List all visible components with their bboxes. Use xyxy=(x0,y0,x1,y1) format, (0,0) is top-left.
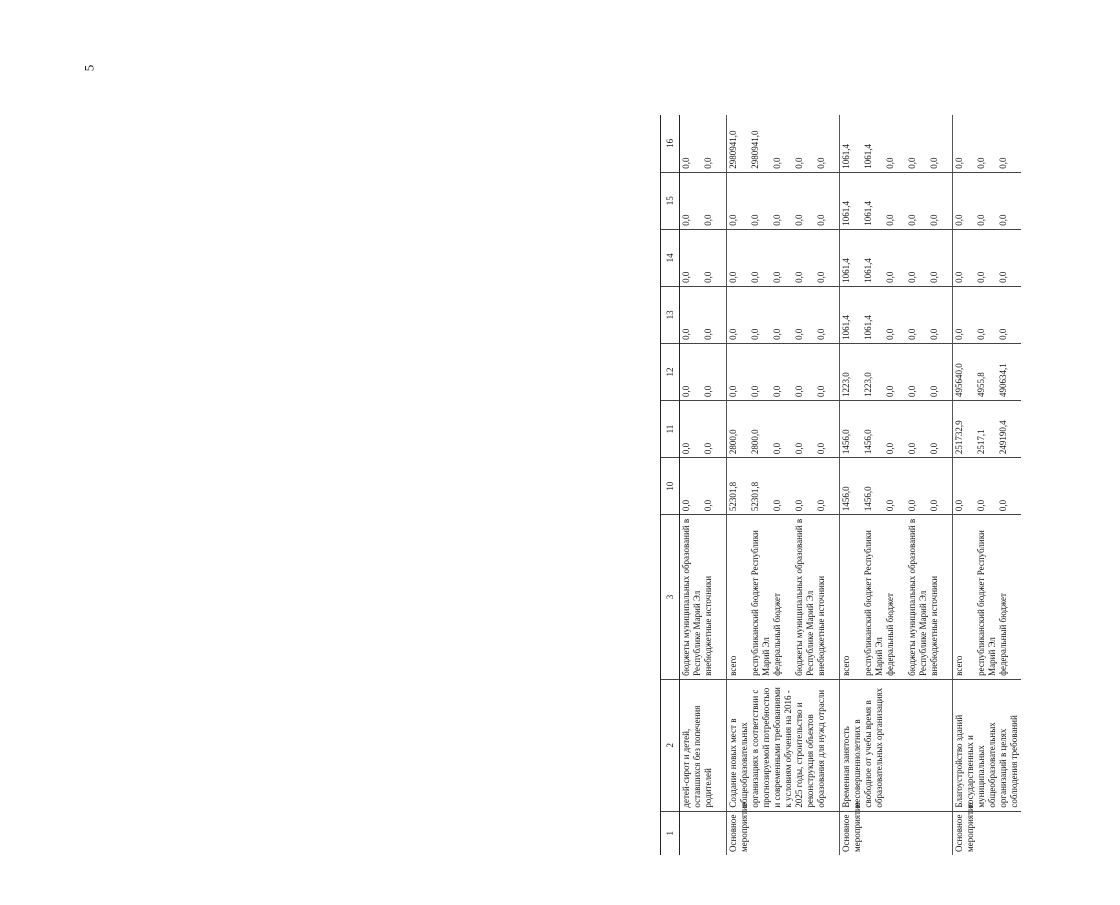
amount-value: 0,0 xyxy=(907,442,917,455)
year-value-cell xyxy=(840,343,953,400)
year-value-cell xyxy=(727,458,840,515)
year-value-cell xyxy=(680,286,727,343)
year-value-cell xyxy=(680,172,727,229)
year-value-cell xyxy=(840,229,953,286)
amount-value: 0,0 xyxy=(794,442,804,455)
amount-value: 0,0 xyxy=(885,499,895,512)
amount-value: 0,0 xyxy=(794,214,804,226)
amount-value: 0,0 xyxy=(907,214,917,226)
amount-value: 2980941,0 xyxy=(728,130,738,169)
amount-value: 0,0 xyxy=(998,499,1008,512)
amount-value: 2517,1 xyxy=(976,429,986,455)
year-value-cell xyxy=(727,401,840,458)
col-header: 11 xyxy=(661,401,680,458)
amount-value: 0,0 xyxy=(681,271,691,283)
amount-value: 0,0 xyxy=(885,214,895,226)
funding-source: бюджеты муниципальных образований в Республике Марий Эл xyxy=(794,518,815,676)
activity-type-cell: Основное мероприятие xyxy=(953,811,1022,855)
amount-value: 0,0 xyxy=(976,157,986,169)
year-value-cell xyxy=(727,286,840,343)
amount-value: 0,0 xyxy=(954,271,964,283)
amount-value: 0,0 xyxy=(976,271,986,283)
col-header: 15 xyxy=(661,172,680,229)
col-header: 2 xyxy=(661,679,680,811)
amount-value: 0,0 xyxy=(954,157,964,169)
amount-value: 0,0 xyxy=(976,328,986,340)
year-value-cell xyxy=(840,172,953,229)
year-value-cell xyxy=(680,115,727,172)
year-value-cell xyxy=(840,401,953,458)
amount-value: 0,0 xyxy=(681,385,691,397)
funding-sources-cell xyxy=(727,515,840,680)
amount-value: 0,0 xyxy=(976,499,986,512)
amount-value: 0,0 xyxy=(703,385,713,397)
funding-source: республиканский бюджет Республики Марий Эл xyxy=(750,530,771,676)
amount-value: 0,0 xyxy=(681,442,691,455)
activity-name-cell: Благоустройство зданий государственных и муниципальных общеобразовательных организаций в целях соблюдения требований xyxy=(953,679,1022,811)
amount-value: 1223,0 xyxy=(863,372,873,397)
year-value-cell xyxy=(680,401,727,458)
year-value-cell xyxy=(953,458,1022,515)
amount-value: 0,0 xyxy=(885,442,895,455)
funding-sources-cell xyxy=(953,515,1022,680)
col-header: 13 xyxy=(661,286,680,343)
amount-value: 0,0 xyxy=(750,214,760,226)
amount-value: 0,0 xyxy=(885,328,895,340)
amount-value: 1223,0 xyxy=(841,372,851,397)
amount-value: 0,0 xyxy=(885,385,895,397)
amount-value: 0,0 xyxy=(885,271,895,283)
funding-source: бюджеты муниципальных образований в Республике Марий Эл xyxy=(681,518,702,676)
amount-value: 2980941,0 xyxy=(750,130,760,169)
amount-value: 0,0 xyxy=(772,499,782,512)
table-row xyxy=(840,115,953,855)
amount-value: 0,0 xyxy=(816,385,826,397)
amount-value: 0,0 xyxy=(907,271,917,283)
amount-value: 0,0 xyxy=(703,214,713,226)
amount-value: 1456,0 xyxy=(841,486,851,512)
year-value-cell xyxy=(953,286,1022,343)
amount-value: 0,0 xyxy=(929,385,939,397)
amount-value: 0,0 xyxy=(907,157,917,169)
amount-value: 0,0 xyxy=(954,328,964,340)
amount-value: 1456,0 xyxy=(841,429,851,455)
amount-value: 0,0 xyxy=(907,499,917,512)
year-value-cell xyxy=(727,172,840,229)
amount-value: 0,0 xyxy=(998,214,1008,226)
col-header: 10 xyxy=(661,458,680,515)
program-funding-table xyxy=(660,115,1021,855)
page-number: 5 xyxy=(81,64,97,72)
amount-value: 0,0 xyxy=(794,499,804,512)
amount-value: 0,0 xyxy=(816,499,826,512)
amount-value: 0,0 xyxy=(772,214,782,226)
amount-value: 0,0 xyxy=(703,442,713,455)
amount-value: 0,0 xyxy=(681,499,691,512)
amount-value: 0,0 xyxy=(703,328,713,340)
header-row xyxy=(661,115,680,855)
table-row xyxy=(680,115,727,855)
activity-type-cell: Основное мероприятие xyxy=(840,811,953,855)
amount-value: 0,0 xyxy=(816,157,826,169)
amount-value: 0,0 xyxy=(728,385,738,397)
rotated-page xyxy=(560,105,1120,905)
amount-value: 0,0 xyxy=(929,271,939,283)
activity-name-cell: детей-сирот и детей, оставшихся без попечения родителей xyxy=(680,679,727,811)
amount-value: 2800,0 xyxy=(750,429,760,455)
amount-value: 1456,0 xyxy=(863,486,873,512)
funding-sources-cell xyxy=(680,515,727,680)
funding-source: федеральный бюджет xyxy=(998,593,1008,676)
funding-source: всего xyxy=(841,655,851,676)
amount-value: 0,0 xyxy=(728,328,738,340)
activity-name-cell: Создание новых мест в общеобразовательных организациях в соответствии с прогнозируемой потребностью и современными требованиями к условиям обучения на 2016 - 2025 годы, строительство и реконструкция объектов образования для нужд отрасли xyxy=(727,679,840,811)
amount-value: 52301,8 xyxy=(750,481,760,512)
amount-value: 0,0 xyxy=(794,271,804,283)
amount-value: 0,0 xyxy=(976,214,986,226)
amount-value: 0,0 xyxy=(772,385,782,397)
amount-value: 0,0 xyxy=(750,328,760,340)
year-value-cell xyxy=(953,115,1022,172)
amount-value: 0,0 xyxy=(728,271,738,283)
amount-value: 0,0 xyxy=(998,271,1008,283)
year-value-cell xyxy=(840,115,953,172)
col-header: 3 xyxy=(661,515,680,680)
amount-value: 0,0 xyxy=(998,328,1008,340)
amount-value: 0,0 xyxy=(929,442,939,455)
amount-value: 1061,4 xyxy=(841,315,851,340)
year-value-cell xyxy=(680,229,727,286)
amount-value: 0,0 xyxy=(750,385,760,397)
table-row xyxy=(727,115,840,855)
amount-value: 249190,4 xyxy=(998,420,1008,455)
amount-value: 0,0 xyxy=(907,328,917,340)
amount-value: 0,0 xyxy=(772,442,782,455)
amount-value: 0,0 xyxy=(816,271,826,283)
year-value-cell xyxy=(727,115,840,172)
year-value-cell xyxy=(953,172,1022,229)
col-header: 12 xyxy=(661,343,680,400)
col-header: 1 xyxy=(661,811,680,855)
activity-type-cell xyxy=(680,811,727,855)
funding-source: внебюджетные источники xyxy=(703,575,713,676)
year-value-cell xyxy=(840,458,953,515)
amount-value: 0,0 xyxy=(954,214,964,226)
amount-value: 1061,4 xyxy=(863,201,873,226)
funding-source: федеральный бюджет xyxy=(885,593,895,676)
amount-value: 1061,4 xyxy=(841,258,851,283)
year-value-cell xyxy=(953,343,1022,400)
year-value-cell xyxy=(680,343,727,400)
amount-value: 0,0 xyxy=(929,157,939,169)
amount-value: 0,0 xyxy=(929,214,939,226)
activity-type-cell: Основное мероприятие xyxy=(727,811,840,855)
amount-value: 495640,0 xyxy=(954,363,964,397)
amount-value: 0,0 xyxy=(794,328,804,340)
amount-value: 1061,4 xyxy=(841,143,851,169)
amount-value: 0,0 xyxy=(681,328,691,340)
year-value-cell xyxy=(727,343,840,400)
year-value-cell xyxy=(727,229,840,286)
table-row xyxy=(953,115,1022,855)
amount-value: 0,0 xyxy=(816,442,826,455)
amount-value: 0,0 xyxy=(750,271,760,283)
amount-value: 1061,4 xyxy=(863,315,873,340)
col-header: 14 xyxy=(661,229,680,286)
year-value-cell xyxy=(680,458,727,515)
amount-value: 490634,1 xyxy=(998,363,1008,397)
funding-source: республиканский бюджет Республики Марий Эл xyxy=(863,530,884,676)
amount-value: 0,0 xyxy=(772,157,782,169)
amount-value: 0,0 xyxy=(772,271,782,283)
amount-value: 0,0 xyxy=(728,214,738,226)
funding-source: внебюджетные источники xyxy=(816,575,826,676)
year-value-cell xyxy=(840,286,953,343)
amount-value: 0,0 xyxy=(703,157,713,169)
year-value-cell xyxy=(953,401,1022,458)
amount-value: 0,0 xyxy=(772,328,782,340)
funding-sources-cell xyxy=(840,515,953,680)
year-value-cell xyxy=(953,229,1022,286)
amount-value: 0,0 xyxy=(998,157,1008,169)
amount-value: 0,0 xyxy=(929,499,939,512)
amount-value: 251732,9 xyxy=(954,420,964,455)
amount-value: 1061,4 xyxy=(841,201,851,226)
amount-value: 1061,4 xyxy=(863,143,873,169)
funding-source: всего xyxy=(954,655,964,676)
amount-value: 0,0 xyxy=(703,499,713,512)
amount-value: 0,0 xyxy=(794,157,804,169)
funding-source: федеральный бюджет xyxy=(772,593,782,676)
amount-value: 1456,0 xyxy=(863,429,873,455)
funding-source: республиканский бюджет Республики Марий Эл xyxy=(976,530,997,676)
amount-value: 0,0 xyxy=(816,328,826,340)
amount-value: 0,0 xyxy=(703,271,713,283)
amount-value: 1061,4 xyxy=(863,258,873,283)
amount-value: 0,0 xyxy=(816,214,826,226)
amount-value: 4955,8 xyxy=(976,372,986,397)
amount-value: 0,0 xyxy=(929,328,939,340)
funding-source: внебюджетные источники xyxy=(929,575,939,676)
amount-value: 0,0 xyxy=(885,157,895,169)
activity-name-cell: Временная занятость несовершеннолетних в свободное от учебы время в образовательных организациях xyxy=(840,679,953,811)
amount-value: 52301,8 xyxy=(728,481,738,512)
amount-value: 0,0 xyxy=(681,214,691,226)
amount-value: 0,0 xyxy=(954,499,964,512)
amount-value: 2800,0 xyxy=(728,429,738,455)
col-header: 16 xyxy=(661,115,680,172)
amount-value: 0,0 xyxy=(907,385,917,397)
amount-value: 0,0 xyxy=(681,157,691,169)
funding-source: бюджеты муниципальных образований в Республике Марий Эл xyxy=(907,518,928,676)
funding-source: всего xyxy=(728,655,738,676)
amount-value: 0,0 xyxy=(794,385,804,397)
